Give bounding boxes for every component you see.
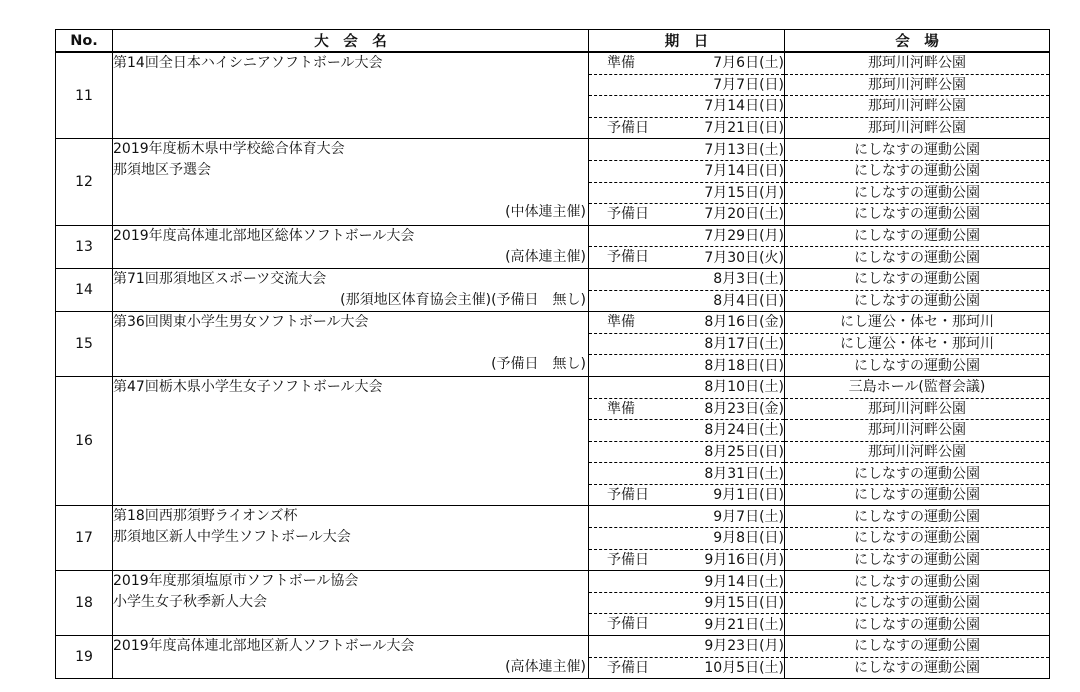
event-number: 11 bbox=[56, 52, 113, 139]
event-date: 8月24日(土) bbox=[704, 422, 784, 439]
event-name-line: 小学生女子秋季新人大会 bbox=[113, 593, 267, 610]
table-row bbox=[56, 52, 1050, 74]
event-venue: にしなすの運動公園 bbox=[785, 182, 1050, 204]
header-date: 期 日 bbox=[589, 30, 785, 53]
event-date-cell bbox=[589, 74, 785, 96]
date-note: 準備 bbox=[607, 55, 635, 71]
event-name-line: 第36回関東小学生男女ソフトボール大会 bbox=[113, 314, 369, 331]
event-name-line: 那須地区予選会 bbox=[113, 161, 211, 178]
event-date: 8月17日(土) bbox=[704, 336, 784, 353]
event-name-line: 那須地区新人中学生ソフトボール大会 bbox=[113, 529, 351, 546]
date-note: 予備日 bbox=[607, 659, 649, 676]
event-date-cell bbox=[589, 333, 785, 355]
event-venue: にしなすの運動公園 bbox=[785, 355, 1050, 377]
event-date: 8月10日(土) bbox=[704, 379, 784, 396]
event-date-cell bbox=[589, 160, 785, 182]
event-date-cell bbox=[589, 204, 785, 226]
event-date-cell bbox=[589, 636, 785, 658]
event-date: 9月14日(土) bbox=[704, 573, 784, 590]
event-venue: にしなすの運動公園 bbox=[785, 506, 1050, 528]
event-date: 8月23日(金) bbox=[704, 400, 784, 417]
event-name-cell bbox=[113, 52, 589, 139]
event-date-cell bbox=[589, 268, 785, 290]
event-date: 9月16日(月) bbox=[704, 551, 784, 568]
event-number: 14 bbox=[56, 268, 113, 311]
date-note: 予備日 bbox=[607, 206, 649, 223]
event-date: 8月31日(土) bbox=[704, 465, 784, 482]
event-number: 16 bbox=[56, 376, 113, 506]
event-date-cell bbox=[589, 549, 785, 571]
event-venue: にし運公・体セ・那珂川 bbox=[785, 333, 1050, 355]
event-name-cell bbox=[113, 139, 589, 225]
event-venue: 那珂川河畔公園 bbox=[785, 74, 1050, 96]
event-date: 8月4日(日) bbox=[713, 292, 784, 309]
event-date-cell bbox=[589, 52, 785, 74]
event-venue: にしなすの運動公園 bbox=[785, 636, 1050, 658]
table-row bbox=[56, 506, 1050, 528]
table-row bbox=[56, 268, 1050, 290]
event-name-line: 2019年度栃木県中学校総合体育大会 bbox=[113, 141, 345, 158]
event-name-cell bbox=[113, 376, 589, 506]
event-venue: にしなすの運動公園 bbox=[785, 592, 1050, 614]
event-venue: にしなすの運動公園 bbox=[785, 139, 1050, 161]
event-date-cell bbox=[589, 506, 785, 528]
table-row bbox=[56, 225, 1050, 247]
date-note: 準備 bbox=[607, 400, 635, 417]
event-date: 7月6日(土) bbox=[713, 55, 784, 72]
event-name-line: 第18回西那須野ライオンズ杯 bbox=[113, 508, 298, 525]
event-date: 7月21日(日) bbox=[704, 120, 784, 137]
event-date: 7月20日(土) bbox=[704, 206, 784, 223]
event-date-cell bbox=[589, 376, 785, 398]
event-name-cell bbox=[113, 225, 589, 268]
event-date-cell bbox=[589, 614, 785, 636]
event-venue: にしなすの運動公園 bbox=[785, 160, 1050, 182]
event-organizer: (中体連主催) bbox=[505, 203, 586, 220]
event-date: 9月23日(月) bbox=[704, 638, 784, 655]
event-number: 17 bbox=[56, 506, 113, 571]
event-date: 7月7日(日) bbox=[713, 76, 784, 93]
event-name-line: 第47回栃木県小学生女子ソフトボール大会 bbox=[113, 378, 383, 395]
event-name-line: 2019年度那須塩原市ソフトボール協会 bbox=[113, 573, 359, 590]
event-date: 8月3日(土) bbox=[713, 271, 784, 288]
date-note: 予備日 bbox=[607, 119, 649, 136]
event-date: 7月14日(日) bbox=[704, 163, 784, 180]
event-organizer: (予備日 無し) bbox=[491, 355, 586, 372]
event-date: 9月1日(日) bbox=[713, 487, 784, 504]
event-name-cell bbox=[113, 312, 589, 377]
event-venue: にし運公・体セ・那珂川 bbox=[785, 312, 1050, 334]
event-date: 7月29日(月) bbox=[704, 228, 784, 245]
event-venue: にしなすの運動公園 bbox=[785, 571, 1050, 593]
event-number: 12 bbox=[56, 139, 113, 225]
event-date-cell bbox=[589, 96, 785, 118]
date-note: 予備日 bbox=[607, 616, 649, 633]
table-row bbox=[56, 376, 1050, 398]
header-no: No. bbox=[56, 30, 113, 53]
event-date-cell bbox=[589, 355, 785, 377]
event-venue: にしなすの運動公園 bbox=[785, 528, 1050, 550]
event-number: 15 bbox=[56, 312, 113, 377]
event-date-cell bbox=[589, 571, 785, 593]
event-name-line: 第71回那須地区スポーツ交流大会 bbox=[113, 270, 327, 287]
table-row bbox=[56, 139, 1050, 161]
event-venue: 那珂川河畔公園 bbox=[785, 52, 1050, 74]
date-note: 予備日 bbox=[607, 486, 649, 503]
event-venue: にしなすの運動公園 bbox=[785, 614, 1050, 636]
event-date-cell bbox=[589, 117, 785, 139]
event-venue: 那珂川河畔公園 bbox=[785, 117, 1050, 139]
event-date: 7月30日(火) bbox=[704, 249, 784, 266]
header-venue: 会 場 bbox=[785, 30, 1050, 53]
event-venue: にしなすの運動公園 bbox=[785, 657, 1050, 679]
event-organizer: (高体連主催) bbox=[505, 659, 586, 676]
event-date: 9月7日(土) bbox=[713, 508, 784, 525]
event-date-cell bbox=[589, 182, 785, 204]
event-date: 8月25日(日) bbox=[704, 443, 784, 460]
header-event-name: 大 会 名 bbox=[113, 30, 589, 53]
event-name-cell bbox=[113, 506, 589, 571]
event-venue: にしなすの運動公園 bbox=[785, 290, 1050, 312]
event-number: 13 bbox=[56, 225, 113, 268]
event-name-cell bbox=[113, 636, 589, 679]
event-date-cell bbox=[589, 441, 785, 463]
date-note: 予備日 bbox=[607, 551, 649, 568]
date-note: 準備 bbox=[607, 314, 635, 331]
event-venue: 那珂川河畔公園 bbox=[785, 420, 1050, 442]
event-venue: 三島ホール(監督会議) bbox=[785, 376, 1050, 398]
event-date: 9月8日(日) bbox=[713, 530, 784, 547]
event-venue: にしなすの運動公園 bbox=[785, 204, 1050, 226]
event-venue: にしなすの運動公園 bbox=[785, 463, 1050, 485]
event-date: 8月16日(金) bbox=[704, 314, 784, 331]
event-date: 8月18日(日) bbox=[704, 357, 784, 374]
event-name-line: 2019年度高体連北部地区総体ソフトボール大会 bbox=[113, 227, 415, 244]
event-date: 9月15日(日) bbox=[704, 595, 784, 612]
event-name-cell bbox=[113, 268, 589, 311]
event-venue: にしなすの運動公園 bbox=[785, 225, 1050, 247]
event-date-cell bbox=[589, 312, 785, 334]
event-date-cell bbox=[589, 225, 785, 247]
event-date: 7月14日(日) bbox=[704, 98, 784, 115]
event-date: 7月15日(月) bbox=[704, 184, 784, 201]
event-venue: にしなすの運動公園 bbox=[785, 247, 1050, 269]
event-venue: 那珂川河畔公園 bbox=[785, 398, 1050, 420]
event-number: 18 bbox=[56, 571, 113, 636]
event-date: 10月5日(土) bbox=[704, 659, 784, 676]
event-name-line: 2019年度高体連北部地区新人ソフトボール大会 bbox=[113, 638, 415, 655]
event-date-cell bbox=[589, 463, 785, 485]
event-venue: 那珂川河畔公園 bbox=[785, 96, 1050, 118]
table-row bbox=[56, 312, 1050, 334]
date-note: 予備日 bbox=[607, 249, 649, 266]
event-date: 9月21日(土) bbox=[704, 616, 784, 633]
event-date-cell bbox=[589, 657, 785, 679]
event-date-cell bbox=[589, 398, 785, 420]
event-organizer: (高体連主催) bbox=[505, 248, 586, 265]
event-venue: にしなすの運動公園 bbox=[785, 268, 1050, 290]
event-name-line: 第14回全日本ハイシニアソフトボール大会 bbox=[113, 55, 383, 71]
schedule-body bbox=[56, 52, 1050, 679]
table-row bbox=[56, 571, 1050, 593]
event-date-cell bbox=[589, 592, 785, 614]
event-date-cell bbox=[589, 139, 785, 161]
event-venue: 那珂川河畔公園 bbox=[785, 441, 1050, 463]
event-name-cell bbox=[113, 571, 589, 636]
event-venue: にしなすの運動公園 bbox=[785, 549, 1050, 571]
table-row bbox=[56, 636, 1050, 658]
header-row bbox=[56, 30, 1050, 53]
event-number: 19 bbox=[56, 636, 113, 679]
schedule-table bbox=[55, 29, 1050, 679]
event-date-cell bbox=[589, 420, 785, 442]
event-venue: にしなすの運動公園 bbox=[785, 484, 1050, 506]
event-date-cell bbox=[589, 528, 785, 550]
event-organizer: (那須地区体育協会主催)(予備日 無し) bbox=[340, 292, 586, 309]
event-date-cell bbox=[589, 247, 785, 269]
event-date-cell bbox=[589, 484, 785, 506]
event-date: 7月13日(土) bbox=[704, 141, 784, 158]
event-date-cell bbox=[589, 290, 785, 312]
